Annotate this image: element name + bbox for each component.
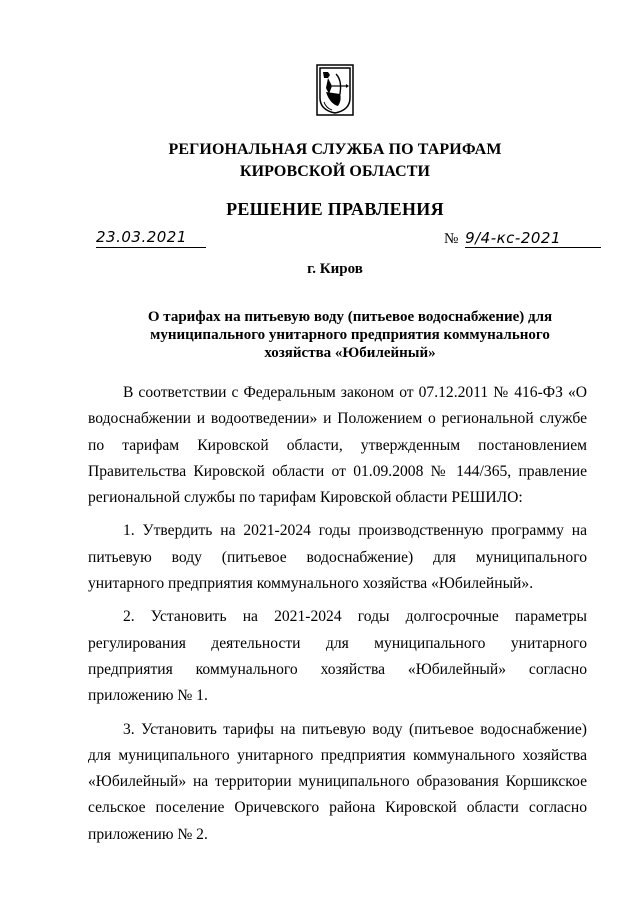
subject-line1: О тарифах на питьевую воду (питьевое водоснабжение) для xyxy=(147,309,553,325)
coat-of-arms-icon xyxy=(316,64,354,116)
city: г. Киров xyxy=(307,261,363,277)
preamble-paragraph: В соответствии с Федеральным законом от 07.12.2011 № 416-ФЗ «О водоснабжении и водоотведении» и Положением о региональной службе по тарифам Кировской области, утвержденным постановлением Правительства Кировской области от 01.09.2008 № 144/365, правление региональной службы по тарифам Кировской области РЕШИЛО: xyxy=(88,384,587,507)
decision-date: 23.03.2021 xyxy=(96,228,206,248)
organization-name-line1: РЕГИОНАЛЬНАЯ СЛУЖБА ПО ТАРИФАМ xyxy=(168,141,502,158)
document-title: РЕШЕНИЕ ПРАВЛЕНИЯ xyxy=(226,199,444,219)
decision-subject xyxy=(135,308,565,362)
decision-number xyxy=(444,229,601,248)
clause-1: 1. Утвердить на 2021-2024 годы производственную программу на питьевую воду (питьевое водоснабжение) для муниципального унитарного предприятия коммунального хозяйства «Юбилейный». xyxy=(88,522,587,593)
clause-3: 3. Установить тарифы на питьевую воду (питьевое водоснабжение) для муниципального унитарного предприятия коммунального хозяйства «Юбилейный» на территории муниципального образования Коршикское сельское поселение Оричевского района Кировской области согласно приложению № 2. xyxy=(88,720,587,843)
organization-name-line2: КИРОВСКОЙ ОБЛАСТИ xyxy=(239,163,431,180)
subject-line2: муниципального унитарного предприятия коммунального xyxy=(150,327,550,343)
clause-2: 2. Установить на 2021-2024 годы долгосрочные параметры регулирования деятельности для муниципального унитарного предприятия коммунального хозяйства «Юбилейный» согласно приложению № 1. xyxy=(88,608,587,705)
decision-body xyxy=(88,380,587,848)
subject-line3: хозяйства «Юбилейный» xyxy=(264,345,436,361)
number-label: № xyxy=(444,231,459,247)
number-value: 9/4-кс-2021 xyxy=(465,229,601,248)
